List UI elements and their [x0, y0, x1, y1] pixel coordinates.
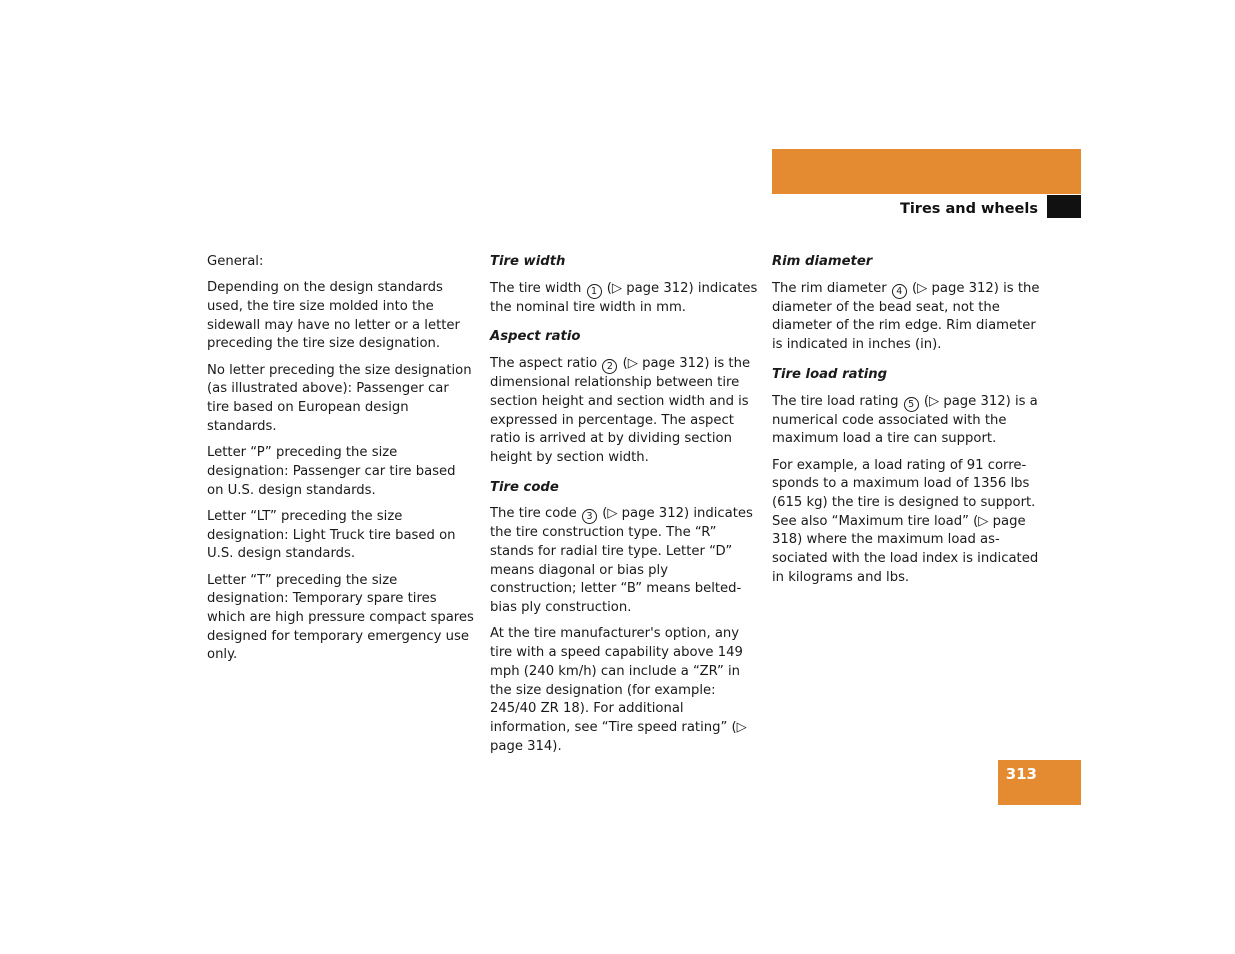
callout-4-icon: 4: [892, 284, 907, 299]
heading-tire-load-rating: Tire load rating: [772, 366, 888, 382]
callout-3-icon: 3: [582, 509, 597, 524]
aspect-ratio-text-end: (▷ page 312) is the dimensional relationship between tire section height and section width and is expressed in percentage. The aspect ratio is arrived at by dividing section height by section width.: [490, 356, 751, 465]
page-number: 313: [1005, 765, 1037, 783]
paragraph-aspect-ratio: [490, 355, 758, 468]
tire-code-text-end: (▷ page 312) indicates the tire construction type. The “R” stands for radial tire type. Letter “D” means diagonal or bias ply construction; letter “B” means belted-bias ply construction.: [490, 506, 753, 616]
paragraph-zr-designation: At the tire manufacturer's option, any tire with a speed capability above 149 mph (240 km/h) can include a “ZR” in the size designation (for example: 245/40 ZR 18). For additional information, see “Tire speed rating” (▷ page 314).: [490, 626, 747, 754]
paragraph-tire-width: [490, 280, 758, 318]
aspect-ratio-text-start: The aspect ratio: [490, 356, 598, 372]
paragraph-rim-diameter: [772, 280, 1040, 355]
load-rating-text-end: (▷ page 312) is a numerical code associated with the maximum load a tire can support.: [772, 393, 1038, 447]
paragraph-letter-t: Letter “T” preceding the size designation: Temporary spare tires which are high pressure compact spares designed for temporary emergency use only.: [207, 572, 474, 663]
paragraph-no-letter: No letter preceding the size designation (as illustrated above): Passenger car tire based on European design standards.: [207, 362, 472, 434]
heading-tire-code: Tire code: [490, 479, 559, 495]
callout-1-icon: 1: [587, 284, 602, 299]
text-column-2: [490, 253, 758, 764]
tire-width-text-start: The tire width: [490, 280, 582, 296]
paragraph-letter-p: Letter “P” preceding the size designation: Passenger car tire based on U.S. design standards.: [207, 445, 456, 498]
text-column-3: [772, 253, 1040, 595]
callout-5-icon: 5: [904, 397, 919, 412]
chapter-tab: [1047, 195, 1081, 218]
paragraph-load-rating-example: For example, a load rating of 91 corresponds to a maximum load of 1356 lbs (615 kg) the tire is designed to support. See also “Maximum tire load” (▷ page 318) where the maximum load associated with the load index is indicated in kilograms and lbs.: [772, 457, 1039, 585]
heading-rim-diameter: Rim diameter: [772, 254, 873, 269]
general-label: General:: [207, 254, 264, 269]
heading-tire-width: Tire width: [490, 254, 566, 269]
heading-aspect-ratio: Aspect ratio: [490, 329, 581, 345]
tire-code-text-start: The tire code: [490, 506, 577, 522]
rim-diameter-text-start: The rim diameter: [772, 280, 887, 296]
paragraph-letter-lt: Letter “LT” preceding the size designation: Light Truck tire based on U.S. design standards.: [207, 508, 456, 562]
paragraph-tire-code: [490, 505, 758, 618]
rim-diameter-text-end: (▷ page 312) is the diameter of the bead seat, not the diameter of the rim edge. Rim diameter is indicated in inches (in).: [772, 280, 1040, 353]
paragraph-design-standards: Depending on the design standards used, the tire size molded into the sidewall may have no letter or a letter preceding the tire size designation.: [207, 280, 460, 352]
section-title: Operation: [1101, 169, 1192, 188]
subsection-title: Tires and wheels: [899, 201, 1038, 217]
tire-width-text-end: (▷ page 312) indicates the nominal tire width in mm.: [490, 280, 758, 315]
text-column-1: [207, 253, 475, 673]
load-rating-text-start: The tire load rating: [772, 393, 899, 409]
paragraph-tire-load-rating: [772, 393, 1040, 449]
callout-2-icon: 2: [602, 359, 617, 374]
